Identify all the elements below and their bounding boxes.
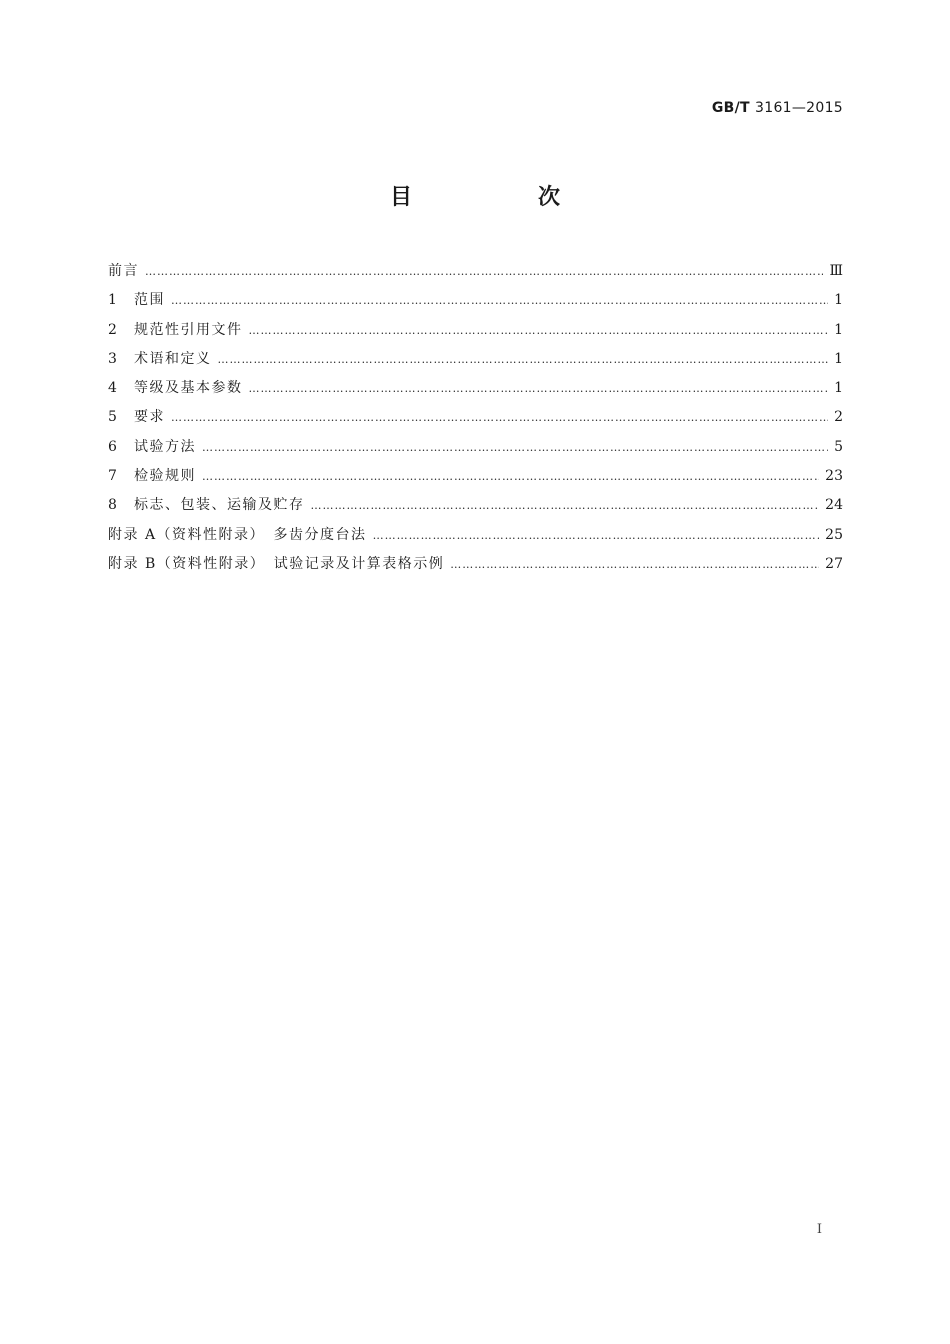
toc-entry-label: 前言 [108, 263, 139, 279]
toc-leader-dots [249, 374, 829, 403]
toc-entry-appendix-b[interactable] [108, 550, 843, 579]
toc-entry-grades-parameters[interactable] [108, 374, 843, 403]
toc-leader-dots [202, 462, 819, 491]
standard-prefix: GB/T [711, 100, 750, 116]
toc-entry-appendix-a[interactable] [108, 521, 843, 550]
toc-entry-label: 检验规则 [134, 468, 196, 485]
toc-entry-normative-references[interactable] [108, 316, 843, 345]
toc-leader-dots [202, 433, 828, 462]
toc-leader-dots [171, 286, 828, 315]
toc-entry-label: 范围 [134, 292, 165, 309]
toc-entry-page: Ⅲ [829, 263, 843, 279]
toc-entry-page: 1 [834, 380, 843, 397]
toc-leader-dots [171, 403, 828, 432]
toc-entry-marking-packaging[interactable] [108, 491, 843, 520]
toc-entry-page: 27 [825, 555, 843, 572]
toc-entry-page: 25 [825, 526, 843, 543]
toc-entry-label: 标志、包装、运输及贮存 [134, 497, 305, 514]
toc-leader-dots [145, 257, 823, 286]
standard-number: 3161—2015 [755, 100, 843, 116]
toc-leader-dots [218, 345, 829, 374]
table-of-contents [108, 257, 843, 579]
toc-leader-dots [450, 550, 819, 579]
toc-entry-number: 8 [108, 497, 117, 514]
toc-entry-page: 1 [834, 350, 843, 367]
toc-leader-dots [373, 521, 820, 550]
toc-entry-number: 5 [108, 409, 117, 426]
toc-entry-foreword[interactable] [108, 257, 843, 286]
toc-entry-terms-definitions[interactable] [108, 345, 843, 374]
toc-entry-number: 2 [108, 321, 117, 338]
toc-entry-label: 等级及基本参数 [134, 380, 243, 397]
toc-entry-page: 24 [825, 497, 843, 514]
page-number: I [816, 1222, 822, 1237]
toc-entry-number: 1 [108, 292, 117, 309]
toc-entry-inspection-rules[interactable] [108, 462, 843, 491]
toc-entry-test-methods[interactable] [108, 433, 843, 462]
toc-entry-page: 23 [825, 468, 843, 485]
toc-entry-page: 5 [834, 438, 843, 455]
toc-entry-label: 试验方法 [134, 438, 196, 455]
toc-entry-label: 要求 [134, 409, 165, 426]
toc-entry-number: 6 [108, 438, 117, 455]
toc-entry-requirements[interactable] [108, 403, 843, 432]
standard-code [712, 100, 843, 116]
toc-entry-label: 规范性引用文件 [134, 321, 243, 338]
toc-leader-dots [249, 316, 829, 345]
toc-entry-label: 附录 B（资料性附录） 试验记录及计算表格示例 [108, 555, 445, 572]
toc-entry-number: 4 [108, 380, 117, 397]
toc-entry-number: 7 [108, 468, 117, 485]
toc-entry-page: 1 [834, 292, 843, 309]
toc-entry-scope[interactable] [108, 286, 843, 315]
page-title: 目 次 [389, 185, 612, 210]
toc-entry-label: 术语和定义 [134, 350, 212, 367]
toc-leader-dots [311, 491, 820, 520]
toc-entry-page: 1 [834, 321, 843, 338]
toc-entry-page: 2 [834, 409, 843, 426]
toc-entry-number: 3 [108, 350, 117, 367]
toc-entry-label: 附录 A（资料性附录） 多齿分度台法 [108, 526, 367, 543]
